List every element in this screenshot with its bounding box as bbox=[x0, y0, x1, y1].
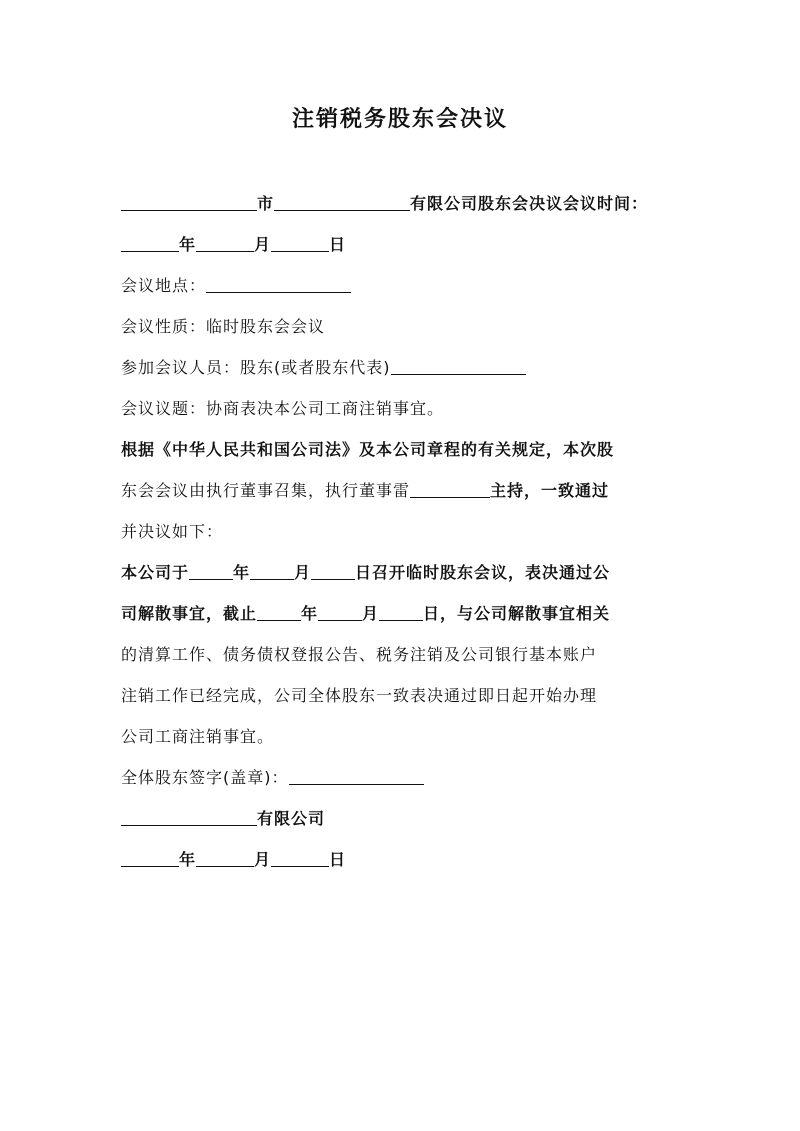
footer-year-label: 年 bbox=[179, 850, 197, 869]
meeting-topic-line: 会议议题：协商表决本公司工商注销事宜。 bbox=[121, 399, 445, 418]
footer-day-blank bbox=[271, 848, 329, 867]
signature-line bbox=[121, 757, 681, 798]
signature-blank bbox=[289, 766, 424, 785]
para2-line1 bbox=[121, 552, 681, 593]
month-blank bbox=[196, 233, 254, 252]
attendees-blank bbox=[391, 356, 526, 375]
company-blank bbox=[274, 192, 410, 211]
para1-line2-text: 东会会议由执行董事召集，执行董事雷 bbox=[121, 481, 411, 500]
footer-date-line bbox=[121, 839, 681, 880]
footer-company-label: 有限公司 bbox=[257, 809, 326, 828]
footer-year-blank bbox=[121, 848, 179, 867]
para2-line5: 公司工商注销事宜。 bbox=[121, 727, 275, 746]
meeting-place-label: 会议地点： bbox=[121, 276, 207, 295]
para1-line2-end: 主持，一致通过 bbox=[490, 481, 610, 500]
document-title: 注销税务股东会决议 bbox=[291, 107, 508, 132]
meeting-place-blank bbox=[206, 274, 351, 293]
para1-line3: 并决议如下： bbox=[121, 522, 224, 541]
document-body bbox=[121, 183, 681, 880]
footer-month-label: 月 bbox=[254, 850, 272, 869]
meeting-date-line bbox=[121, 224, 681, 265]
meeting-place-line bbox=[121, 265, 681, 306]
footer-company-line bbox=[121, 798, 681, 839]
deadline-month-label: 月 bbox=[362, 604, 380, 623]
para1-line2 bbox=[121, 470, 681, 511]
meeting-nature-line: 会议性质：临时股东会会议 bbox=[121, 317, 326, 336]
para2-l1-start: 本公司于 bbox=[121, 563, 190, 582]
para2-l2-start: 司解散事宜，截止 bbox=[121, 604, 258, 623]
deadline-year-blank bbox=[257, 602, 301, 621]
company-label: 有限公司股东会决议会议时间： bbox=[410, 194, 649, 213]
para2-year-label: 年 bbox=[233, 563, 251, 582]
para2-month-blank bbox=[250, 561, 294, 580]
footer-month-blank bbox=[196, 848, 254, 867]
para2-line2 bbox=[121, 593, 681, 634]
para2-l1-end: 日召开临时股东会议，表决通过公 bbox=[355, 563, 611, 582]
month-label: 月 bbox=[254, 235, 272, 254]
meeting-time-line bbox=[121, 183, 681, 224]
deadline-month-blank bbox=[318, 602, 362, 621]
footer-day-label: 日 bbox=[329, 850, 347, 869]
city-label: 市 bbox=[257, 194, 275, 213]
para2-line4: 注销工作已经完成，公司全体股东一致表决通过即日起开始办理 bbox=[121, 686, 598, 705]
day-label: 日 bbox=[329, 235, 347, 254]
day-blank bbox=[271, 233, 329, 252]
host-name-blank bbox=[410, 479, 490, 498]
attendees-label: 参加会议人员：股东(或者股东代表) bbox=[121, 358, 391, 377]
deadline-year-label: 年 bbox=[301, 604, 319, 623]
para2-line3: 的清算工作、债务债权登报公告、税务注销及公司银行基本账户 bbox=[121, 645, 598, 664]
year-label: 年 bbox=[179, 235, 197, 254]
para1-line1: 根据《中华人民共和国公司法》及本公司章程的有关规定，本次股 bbox=[121, 440, 615, 459]
year-blank bbox=[121, 233, 179, 252]
para2-day-blank bbox=[311, 561, 355, 580]
para2-month-label: 月 bbox=[294, 563, 312, 582]
para2-year-blank bbox=[189, 561, 233, 580]
signature-label: 全体股东签字(盖章)： bbox=[121, 768, 289, 787]
deadline-day-blank bbox=[379, 602, 423, 621]
city-blank bbox=[121, 192, 257, 211]
attendees-line bbox=[121, 347, 681, 388]
para2-l2-end: 日，与公司解散事宜相关 bbox=[423, 604, 611, 623]
footer-company-blank bbox=[121, 807, 257, 826]
